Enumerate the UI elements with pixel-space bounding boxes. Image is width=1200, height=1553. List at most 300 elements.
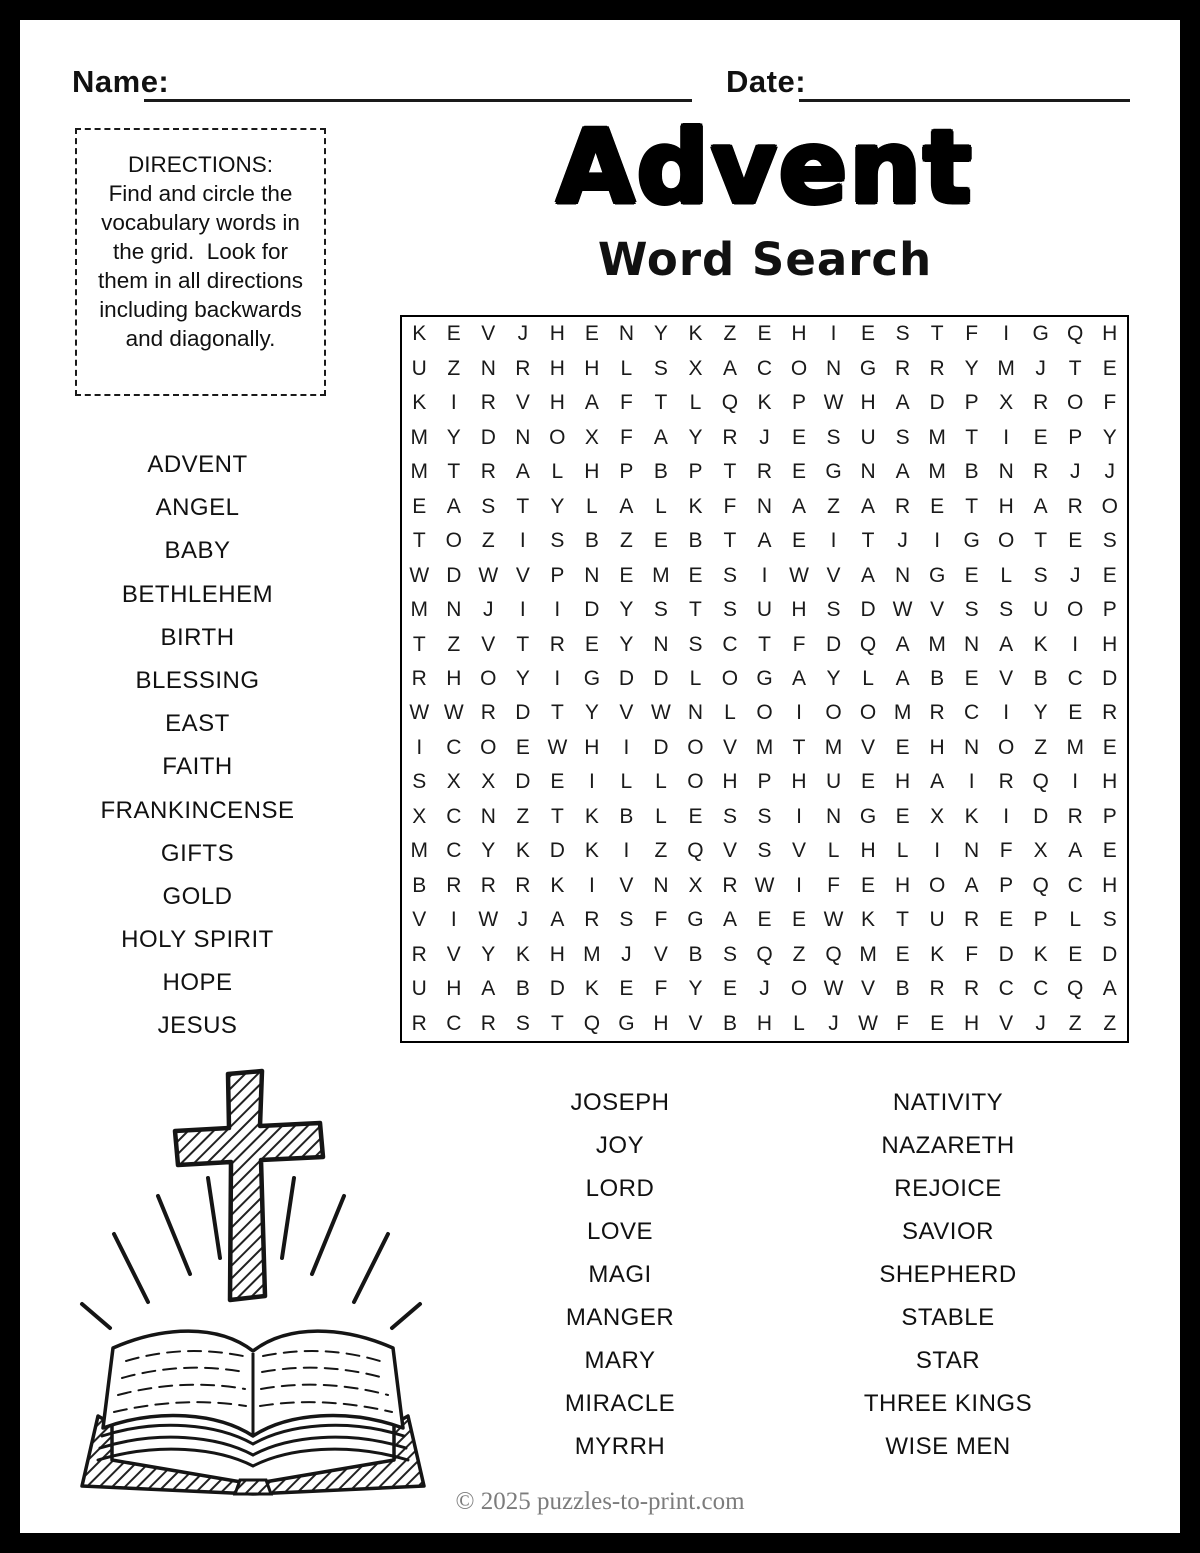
grid-cell: E (964, 563, 979, 587)
grid-cell: T (965, 494, 979, 518)
grid-cell: E (757, 322, 772, 346)
grid-cell: D (480, 425, 496, 449)
grid-cell: S (619, 908, 634, 932)
grid-cell: I (830, 322, 837, 346)
grid-cell: T (792, 735, 806, 759)
name-blank-line (144, 99, 692, 102)
grid-cell: K (1033, 942, 1048, 966)
grid-cell: F (1103, 391, 1117, 415)
grid-cell: U (929, 908, 945, 932)
grid-cell: H (722, 770, 738, 794)
grid-cell: W (823, 977, 844, 1001)
grid-cell: I (588, 770, 595, 794)
grid-cell: H (549, 942, 565, 966)
grid-cell: N (653, 632, 669, 656)
grid-cell: H (895, 873, 911, 897)
grid-cell: Y (1102, 425, 1117, 449)
grid-cell: J (517, 322, 529, 346)
grid-cell: Y (688, 425, 703, 449)
grid-cell: A (515, 460, 530, 484)
grid-cell: B (515, 977, 530, 1001)
grid-cell: A (481, 977, 496, 1001)
grid-cell: G (859, 804, 877, 828)
grid-cell: A (792, 494, 807, 518)
grid-cell: L (1069, 908, 1082, 932)
grid-cell: N (825, 356, 842, 380)
grid-cell: R (411, 1011, 427, 1035)
grid-cell: O (480, 666, 497, 690)
grid-cell: I (416, 735, 423, 759)
grid-cell: G (859, 356, 877, 380)
grid-cell: Z (619, 529, 633, 553)
grid-cell: F (965, 942, 979, 966)
grid-cell: G (756, 666, 773, 690)
grid-cell: Y (446, 425, 461, 449)
grid-cell: P (688, 460, 703, 484)
grid-cell: O (549, 425, 566, 449)
grid-cell: D (653, 735, 669, 759)
grid-cell: H (929, 735, 945, 759)
word-list-item: BABY (164, 537, 231, 565)
grid-cell: P (1102, 804, 1117, 828)
grid-cell: G (687, 908, 704, 932)
grid-cell: T (550, 804, 564, 828)
grid-cell: E (1102, 839, 1117, 863)
date-blank-line (799, 99, 1130, 102)
word-list-item: STAR (915, 1347, 981, 1374)
grid-cell: Q (756, 942, 773, 966)
word-list-bottom-left (455, 1081, 785, 1468)
grid-cell: R (480, 701, 496, 725)
open-bible-icon (82, 1331, 424, 1494)
grid-cell: J (828, 1011, 839, 1035)
grid-cell: U (756, 598, 773, 622)
grid-cell: A (895, 460, 910, 484)
grid-cell: E (930, 494, 945, 518)
grid-cell: G (618, 1011, 635, 1035)
grid-cell: L (620, 356, 633, 380)
word-list-bottom-right (783, 1081, 1113, 1468)
grid-cell: F (619, 391, 633, 415)
grid-cell: P (619, 460, 634, 484)
grid-cell: D (998, 942, 1014, 966)
grid-cell: L (689, 666, 702, 690)
grid-cell: M (755, 735, 774, 759)
grid-cell: P (1033, 908, 1048, 932)
grid-cell: Z (481, 529, 495, 553)
grid-cell: Y (964, 356, 979, 380)
directions-text: Find and circle the vocabulary words in the grid. Look for them in all directions including backwards and diagonally. (97, 181, 304, 351)
grid-cell: I (1072, 632, 1079, 656)
grid-cell: L (655, 494, 667, 518)
grid-cell: D (1033, 804, 1049, 828)
grid-cell: S (653, 598, 668, 622)
grid-cell: D (584, 598, 600, 622)
grid-cell: E (861, 322, 876, 346)
grid-cell: S (722, 804, 737, 828)
grid-cell: E (1102, 735, 1117, 759)
grid-cell: Y (653, 322, 668, 346)
word-search-grid (400, 315, 1129, 1043)
grid-cell: D (825, 632, 842, 656)
grid-cell: M (410, 460, 428, 484)
grid-cell: K (930, 942, 945, 966)
grid-cell: W (409, 563, 430, 587)
grid-cell: A (550, 908, 565, 932)
grid-cell: W (858, 1011, 878, 1035)
grid-cell: V (481, 632, 496, 656)
grid-cell: K (688, 494, 703, 518)
grid-cell: I (934, 839, 941, 863)
grid-cell: Z (447, 356, 461, 380)
grid-cell: V (999, 1011, 1014, 1035)
grid-cell: V (861, 735, 876, 759)
grid-cell: R (480, 873, 496, 897)
grid-cell: N (480, 804, 496, 828)
grid-cell: U (825, 770, 842, 794)
grid-cell: L (793, 1011, 805, 1035)
grid-cell: L (896, 839, 909, 863)
grid-cell: E (1102, 356, 1117, 380)
grid-cell: A (999, 632, 1014, 656)
grid-cell: M (410, 425, 428, 449)
grid-cell: B (722, 1011, 737, 1035)
grid-cell: V (515, 563, 530, 587)
grid-cell: H (791, 598, 807, 622)
grid-cell: E (619, 977, 634, 1001)
grid-cell: H (791, 770, 807, 794)
grid-cell: N (653, 873, 669, 897)
directions-heading: DIRECTIONS: (127, 152, 273, 177)
grid-cell: R (480, 391, 496, 415)
grid-cell: A (446, 494, 461, 518)
grid-cell: E (999, 908, 1014, 932)
grid-cell: G (1032, 322, 1049, 346)
grid-cell: M (928, 425, 946, 449)
grid-cell: Y (584, 701, 599, 725)
grid-cell: K (584, 977, 599, 1001)
grid-cell: C (1067, 873, 1083, 897)
grid-cell: T (723, 529, 737, 553)
grid-cell: Z (827, 494, 840, 518)
grid-cell: E (688, 563, 703, 587)
grid-cell: I (830, 529, 837, 553)
grid-cell: S (1102, 908, 1117, 932)
cross-and-bible-illustration (58, 1056, 478, 1496)
grid-cell: M (928, 632, 946, 656)
grid-cell: F (723, 494, 737, 518)
grid-cell: N (618, 322, 634, 346)
grid-cell: H (1102, 632, 1118, 656)
grid-cell: D (515, 770, 531, 794)
grid-cell: H (895, 770, 911, 794)
grid-cell: Y (826, 666, 841, 690)
grid-cell: L (655, 770, 667, 794)
grid-cell: O (480, 735, 497, 759)
grid-cell: W (651, 701, 671, 725)
grid-cell: T (930, 322, 944, 346)
word-list-item: LORD (585, 1175, 655, 1202)
grid-cell: U (1033, 598, 1049, 622)
grid-cell: S (757, 839, 772, 863)
grid-cell: E (792, 460, 807, 484)
grid-cell: A (792, 666, 807, 690)
grid-cell: A (653, 425, 668, 449)
grid-cell: O (997, 529, 1015, 553)
grid-cell: T (550, 701, 564, 725)
grid-cell: J (1069, 460, 1081, 484)
grid-cell: P (757, 770, 772, 794)
grid-cell: Z (654, 839, 668, 863)
grid-cell: R (722, 425, 738, 449)
grid-cell: M (1066, 735, 1084, 759)
grid-cell: O (790, 977, 808, 1001)
grid-cell: K (584, 804, 599, 828)
grid-cell: Q (1032, 770, 1049, 794)
grid-cell: I (796, 701, 802, 725)
grid-cell: I (519, 529, 526, 553)
grid-cell: V (826, 563, 841, 587)
grid-cell: E (1033, 425, 1048, 449)
grid-cell: K (584, 839, 599, 863)
grid-cell: R (411, 666, 427, 690)
grid-cell: V (481, 322, 496, 346)
grid-cell: S (1033, 563, 1048, 587)
grid-cell: E (1068, 701, 1083, 725)
grid-cell: X (999, 391, 1014, 415)
grid-cell: V (446, 942, 461, 966)
grid-cell: L (724, 701, 736, 725)
grid-cell: R (929, 356, 945, 380)
grid-cell: R (1102, 701, 1118, 725)
grid-cell: U (860, 425, 876, 449)
grid-cell: S (757, 804, 772, 828)
grid-cell: M (410, 598, 428, 622)
grid-cell: F (792, 632, 806, 656)
grid-cell: T (516, 494, 530, 518)
grid-cell: I (1072, 770, 1079, 794)
grid-cell: H (964, 1011, 980, 1035)
grid-cell: W (789, 563, 809, 587)
grid-cell: J (897, 529, 908, 553)
grid-cell: R (1067, 494, 1083, 518)
grid-cell: L (1000, 563, 1012, 587)
grid-cell: O (687, 735, 704, 759)
grid-cell: K (412, 391, 427, 415)
grid-cell: X (584, 425, 599, 449)
word-list-item: JESUS (157, 1012, 238, 1040)
grid-cell: E (412, 494, 427, 518)
grid-cell: L (862, 666, 874, 690)
grid-cell: C (446, 1011, 462, 1035)
grid-cell: P (1102, 598, 1117, 622)
grid-cell: V (861, 977, 876, 1001)
grid-cell: H (1102, 873, 1118, 897)
grid-cell: D (549, 839, 565, 863)
grid-cell: L (551, 460, 564, 484)
grid-cell: S (481, 494, 496, 518)
grid-cell: W (409, 701, 430, 725)
grid-cell: M (859, 942, 877, 966)
grid-cell: E (550, 770, 565, 794)
grid-cell: F (654, 977, 668, 1001)
grid-cell: Q (825, 942, 842, 966)
grid-cell: V (653, 942, 668, 966)
grid-cell: N (860, 460, 876, 484)
grid-cell: I (1003, 425, 1010, 449)
grid-cell: V (619, 873, 634, 897)
grid-cell: R (964, 977, 980, 1001)
grid-cell: O (756, 701, 773, 725)
grid-cell: A (861, 563, 876, 587)
grid-cell: I (623, 735, 630, 759)
grid-cell: A (619, 494, 634, 518)
grid-cell: Z (516, 804, 530, 828)
grid-cell: Q (859, 632, 877, 656)
grid-cell: O (928, 873, 946, 897)
grid-cell: K (1033, 632, 1048, 656)
word-list-item: BETHLEHEM (121, 580, 274, 608)
page-subtitle: Word Search (597, 233, 933, 286)
grid-cell: M (997, 356, 1015, 380)
grid-cell: E (861, 873, 876, 897)
grid-cell: T (1068, 356, 1082, 380)
grid-cell: E (930, 1011, 945, 1035)
grid-cell: R (998, 770, 1014, 794)
grid-cell: B (688, 942, 703, 966)
grid-cell: B (1033, 666, 1048, 690)
grid-cell: Z (792, 942, 806, 966)
grid-cell: J (483, 598, 494, 622)
grid-cell: H (549, 391, 565, 415)
grid-cell: Z (1068, 1011, 1082, 1035)
word-list-item: ADVENT (147, 451, 248, 478)
grid-cell: H (791, 322, 807, 346)
grid-cell: S (722, 563, 737, 587)
grid-cell: W (478, 563, 499, 587)
grid-cell: H (549, 356, 565, 380)
grid-cell: P (792, 391, 807, 415)
grid-cell: V (722, 839, 737, 863)
grid-cell: J (759, 977, 770, 1001)
grid-cell: D (515, 701, 531, 725)
grid-cell: S (722, 598, 737, 622)
word-list-item: NATIVITY (892, 1089, 1004, 1116)
grid-cell: F (827, 873, 840, 897)
grid-cell: N (515, 425, 531, 449)
grid-cell: W (478, 908, 499, 932)
grid-cell: T (516, 632, 530, 656)
grid-cell: I (519, 598, 526, 622)
grid-cell: C (446, 735, 462, 759)
grid-cell: K (550, 873, 565, 897)
word-list-item: REJOICE (894, 1175, 1002, 1202)
grid-cell: T (758, 632, 771, 656)
word-list-item: FAITH (162, 753, 233, 781)
grid-cell: M (824, 735, 843, 759)
grid-cell: M (893, 701, 912, 725)
page-title: Advent (556, 108, 974, 226)
grid-cell: F (965, 322, 979, 346)
grid-cell: C (756, 356, 773, 380)
grid-cell: O (721, 666, 739, 690)
grid-cell: Q (687, 839, 704, 863)
grid-cell: V (688, 1011, 703, 1035)
grid-cell: S (999, 598, 1014, 622)
grid-cell: Z (723, 322, 737, 346)
grid-cell: K (757, 391, 772, 415)
grid-cell: H (860, 391, 876, 415)
grid-cell: A (895, 632, 910, 656)
grid-cell: E (619, 563, 634, 587)
grid-cell: E (1068, 529, 1083, 553)
copyright-text: © 2025 puzzles-to-print.com (455, 1488, 745, 1515)
grid-cell: I (796, 804, 802, 828)
grid-cell: I (1003, 701, 1010, 725)
grid-cell: H (1102, 322, 1118, 346)
word-list-left (60, 443, 335, 1048)
word-list-item: FRANKINCENSE (100, 796, 295, 824)
grid-cell: P (999, 873, 1014, 897)
grid-cell: C (446, 839, 462, 863)
grid-cell: S (653, 356, 668, 380)
word-list-item: LOVE (586, 1218, 654, 1245)
grid-cell: B (653, 460, 668, 484)
word-list-item: NAZARETH (881, 1132, 1015, 1159)
grid-cell: Y (1033, 701, 1048, 725)
grid-cell: L (827, 839, 840, 863)
grid-cell: H (756, 1011, 773, 1035)
grid-cell: S (826, 598, 841, 622)
grid-cell: J (759, 425, 770, 449)
grid-cell: O (445, 529, 462, 553)
grid-cell: H (860, 839, 876, 863)
grid-cell: M (410, 839, 428, 863)
grid-cell: E (895, 804, 910, 828)
grid-cell: E (792, 425, 807, 449)
grid-cell: X (1033, 839, 1048, 863)
word-list-item: MYRRH (574, 1433, 666, 1460)
grid-cell: T (965, 425, 979, 449)
grid-cell: W (754, 873, 775, 897)
grid-cell: A (722, 356, 737, 380)
grid-cell: D (1102, 666, 1118, 690)
grid-cell: L (586, 494, 598, 518)
grid-cell: K (964, 804, 979, 828)
grid-cell: S (895, 322, 910, 346)
directions-box (75, 128, 326, 396)
grid-cell: W (892, 598, 913, 622)
grid-cell: D (618, 666, 634, 690)
grid-cell: J (1035, 1011, 1046, 1035)
grid-cell: E (584, 322, 599, 346)
grid-cell: H (446, 977, 462, 1001)
grid-cell: F (896, 1011, 909, 1035)
grid-cell: N (895, 563, 911, 587)
grid-cell: O (1067, 391, 1084, 415)
grid-cell: R (756, 460, 773, 484)
grid-cell: B (584, 529, 599, 553)
grid-cell: K (688, 322, 703, 346)
grid-cell: J (1035, 356, 1046, 380)
grid-cell: V (930, 598, 945, 622)
grid-cell: X (446, 770, 461, 794)
grid-cell: R (1033, 460, 1049, 484)
grid-cell: D (860, 598, 876, 622)
grid-cell: I (623, 839, 630, 863)
grid-cell: X (688, 873, 703, 897)
grid-cell: B (930, 666, 945, 690)
